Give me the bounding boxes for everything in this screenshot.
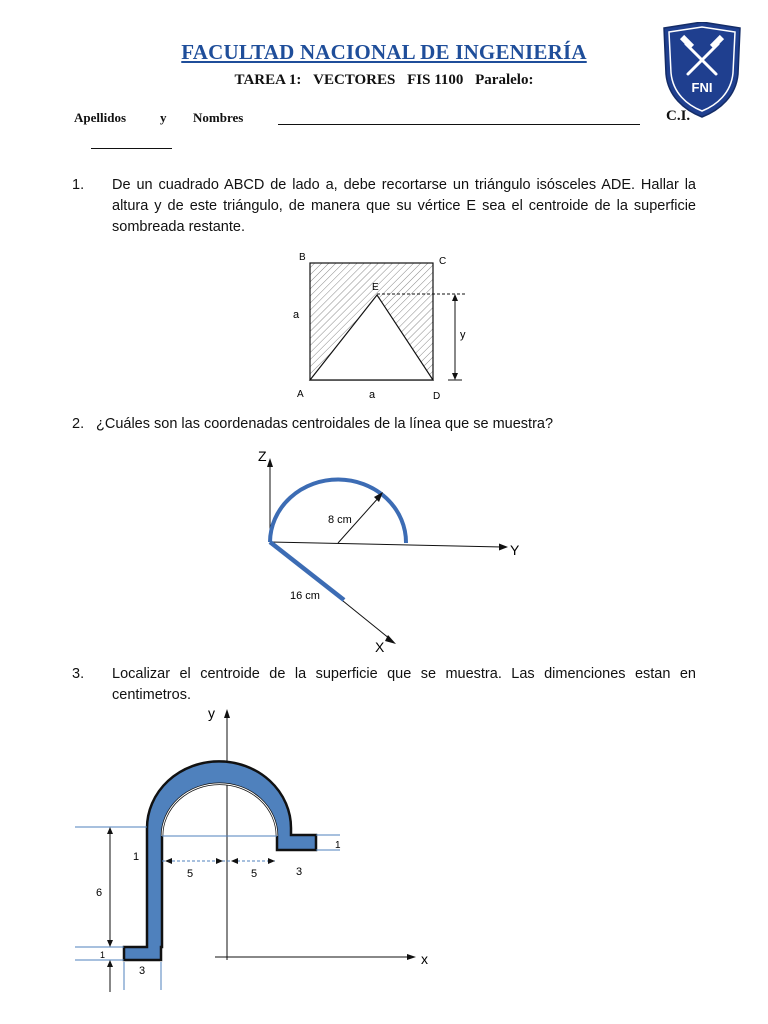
ci-label: C.I. bbox=[666, 108, 691, 124]
page-title: FACULTAD NACIONAL DE INGENIERÍA bbox=[181, 40, 587, 64]
label-y: y bbox=[460, 329, 466, 341]
label-X: X bbox=[375, 639, 385, 655]
question-1-text: De un cuadrado ABCD de lado a, debe recortarse un triángulo isósceles ADE. Hallar la altura y de este triángulo, de manera que su vértice E sea el centroide de la superficie sombreada restante. bbox=[112, 177, 696, 235]
label-radius: 8 cm bbox=[328, 514, 352, 526]
fni-shield-icon bbox=[662, 22, 742, 118]
label-C: C bbox=[439, 256, 447, 267]
dim-5-right: 5 bbox=[251, 868, 258, 880]
question-1 bbox=[72, 175, 696, 238]
figure-line-centroid bbox=[240, 442, 540, 657]
label-B: B bbox=[299, 252, 306, 263]
y-label: y bbox=[160, 110, 167, 125]
label-length: 16 cm bbox=[290, 590, 320, 602]
ci-input-line[interactable] bbox=[91, 148, 172, 149]
label-y-axis: y bbox=[208, 705, 215, 721]
tarea-label: TAREA 1: bbox=[234, 72, 302, 88]
question-3-text: Localizar el centroide de la superficie que se muestra. Las dimenciones estan en centimetros. bbox=[112, 666, 696, 703]
paralelo-label: Paralelo: bbox=[475, 72, 534, 88]
label-a-bottom: a bbox=[369, 389, 376, 401]
label-x-axis: x bbox=[421, 951, 428, 967]
dim-1-bottom: 1 bbox=[100, 950, 106, 960]
nombres-label: Nombres bbox=[193, 110, 244, 125]
label-A: A bbox=[297, 389, 304, 400]
dim-1-right: 1 bbox=[335, 840, 341, 851]
question-2-text: ¿Cuáles son las coordenadas centroidales de la línea que se muestra? bbox=[96, 416, 554, 432]
dim-5-left: 5 bbox=[187, 868, 194, 880]
dim-3-bottom: 3 bbox=[139, 965, 146, 977]
label-E: E bbox=[372, 282, 379, 293]
label-a-left: a bbox=[293, 309, 300, 321]
figure-area-centroid bbox=[70, 700, 450, 1000]
logo-text: FNI bbox=[691, 80, 713, 95]
apellidos-label: Apellidos bbox=[74, 110, 127, 125]
dim-3-right: 3 bbox=[296, 866, 303, 878]
question-3-number: 3. bbox=[72, 666, 85, 682]
semicircle-arc bbox=[270, 479, 406, 543]
question-2 bbox=[72, 414, 696, 435]
topic-label: VECTORES bbox=[313, 72, 396, 88]
course-label: FIS 1100 bbox=[407, 72, 464, 88]
assignment-subtitle bbox=[0, 72, 768, 89]
label-Z: Z bbox=[258, 448, 267, 464]
question-1-number: 1. bbox=[72, 177, 85, 193]
label-D: D bbox=[433, 391, 441, 402]
dim-1-left: 1 bbox=[133, 851, 140, 863]
question-2-number: 2. bbox=[72, 416, 85, 432]
name-input-line[interactable] bbox=[278, 124, 640, 125]
dim-6: 6 bbox=[96, 887, 103, 899]
label-Y: Y bbox=[510, 542, 520, 558]
figure-square-triangle bbox=[280, 248, 480, 408]
